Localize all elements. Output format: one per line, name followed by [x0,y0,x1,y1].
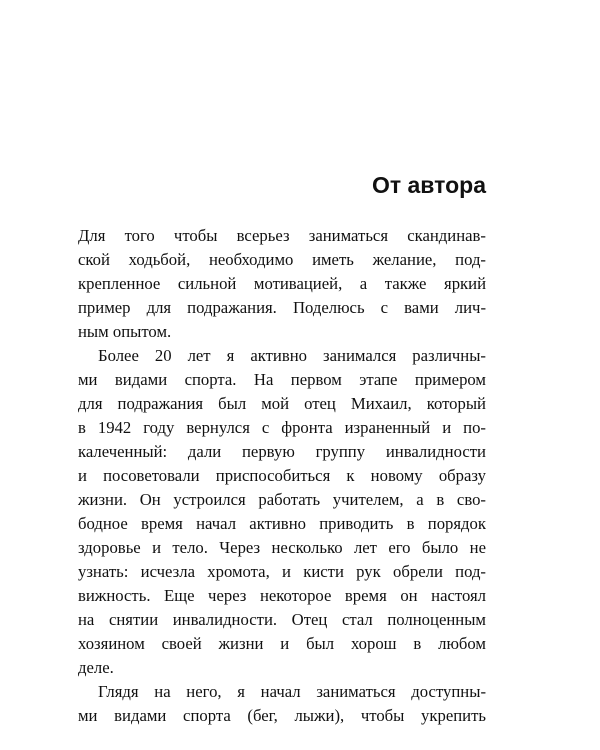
text-line: в 1942 году вернулся с фронта израненный и по- [78,418,486,437]
text-line: ской ходьбой, необходимо иметь желание, под- [78,250,486,269]
text-line: на снятии инвалидности. Отец стал полноценным [78,610,486,629]
text-line: крепленное сильной мотивацией, а также яркий [78,274,486,293]
text-line: бодное время начал активно приводить в порядок [78,514,486,533]
text-line: калеченный: дали первую группу инвалидности [78,442,486,461]
text-line: ми видами спорта (бег, лыжи), чтобы укрепить [78,706,486,725]
text-line: пример для подражания. Поделюсь с вами лич- [78,298,486,317]
text-line: вижность. Еще через некоторое время он настоял [78,586,486,605]
text-line: и посоветовали приспособиться к новому образу [78,466,486,485]
text-line: жизни. Он устроился работать учителем, а в сво- [78,490,486,509]
text-line: узнать: исчезла хромота, и кисти рук обрели под- [78,562,486,581]
text-line: хозяином своей жизни и был хорош в любом [78,634,486,653]
text-line: ми видами спорта. На первом этапе примером [78,370,486,389]
text-line: Для того чтобы всерьез заниматься скандинав- [78,226,486,245]
text-line: Глядя на него, я начал заниматься доступны- [98,682,486,701]
text-line: для подражания был мой отец Михаил, который [78,394,486,413]
text-line: деле. [78,658,114,677]
chapter-body [78,224,486,728]
chapter-heading: От автора [371,172,486,198]
text-line: Более 20 лет я активно занимался различны- [98,346,486,365]
text-line: здоровье и тело. Через несколько лет его было не [78,538,486,557]
text-line: ным опытом. [78,322,172,341]
